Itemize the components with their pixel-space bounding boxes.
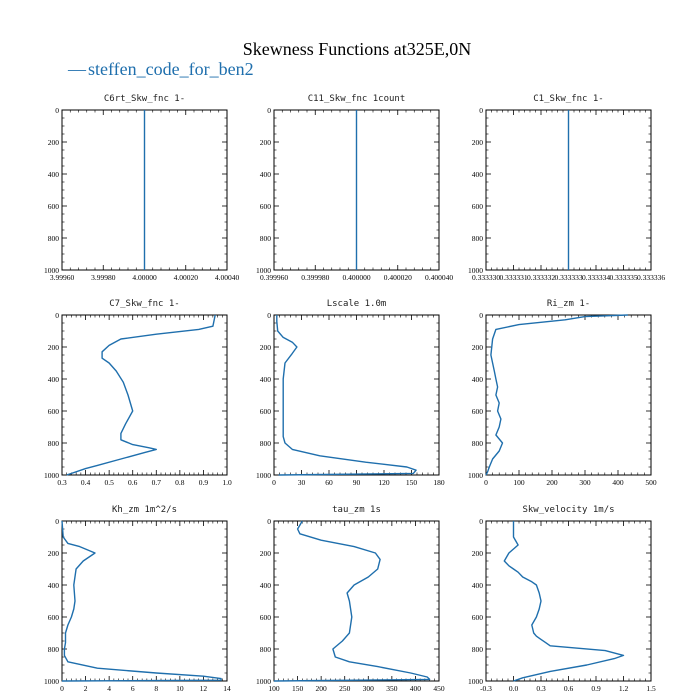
y-tick-label: 800 xyxy=(259,439,271,448)
panel-title: C1_Skw_fnc 1- xyxy=(533,94,604,104)
y-tick-label: 600 xyxy=(47,407,59,416)
y-tick-label: 800 xyxy=(47,234,59,243)
legend-label: steffen_code_for_ben2 xyxy=(88,59,254,79)
x-tick-label: 0 xyxy=(272,478,276,487)
y-tick-label: 0 xyxy=(55,311,59,320)
x-tick-label: 0.333332 xyxy=(526,273,556,282)
y-tick-label: 600 xyxy=(259,407,271,416)
chart-panel xyxy=(256,505,445,693)
y-tick-label: 200 xyxy=(47,549,59,558)
plot-frame xyxy=(274,521,439,681)
y-tick-label: 800 xyxy=(47,645,59,654)
y-tick-label: 600 xyxy=(259,613,271,622)
x-tick-label: 0.4 xyxy=(80,478,91,487)
x-tick-label: 10 xyxy=(176,684,184,693)
y-tick-label: 0 xyxy=(479,311,483,320)
y-tick-label: 600 xyxy=(471,613,483,622)
plot-frame xyxy=(62,315,227,475)
x-tick-label: 120 xyxy=(378,478,390,487)
x-tick-label: 6 xyxy=(130,684,135,693)
x-tick-label: 180 xyxy=(433,478,445,487)
y-tick-label: 400 xyxy=(259,170,271,179)
x-tick-label: 0 xyxy=(484,478,488,487)
x-tick-label: 400 xyxy=(612,478,624,487)
x-tick-label: 300 xyxy=(579,478,591,487)
x-tick-label: 12 xyxy=(199,684,208,693)
panel-grid xyxy=(44,94,665,693)
panel-title: tau_zm 1s xyxy=(332,505,381,515)
x-tick-label: 4 xyxy=(107,684,112,693)
y-tick-label: 400 xyxy=(471,375,483,384)
x-tick-label: 0.333335 xyxy=(609,273,638,282)
chart-panel xyxy=(44,94,239,282)
panel-title: C7_Skw_fnc 1- xyxy=(109,299,180,309)
x-tick-label: 150 xyxy=(405,478,418,487)
x-tick-label: -0.3 xyxy=(480,684,492,693)
series-line xyxy=(274,521,430,681)
y-tick-label: 0 xyxy=(267,517,271,526)
y-tick-label: 600 xyxy=(259,202,271,211)
x-tick-label: 1.5 xyxy=(646,684,656,693)
y-tick-label: 800 xyxy=(47,439,59,448)
x-tick-label: 0.6 xyxy=(128,478,138,487)
y-tick-label: 1000 xyxy=(44,266,59,275)
y-tick-label: 1000 xyxy=(256,471,271,480)
x-tick-label: 0 xyxy=(60,684,64,693)
chart-panel xyxy=(256,94,453,282)
plot-frame xyxy=(486,521,651,681)
x-tick-label: 0.3 xyxy=(536,684,546,693)
panel-title: Skw_velocity 1m/s xyxy=(522,505,615,515)
x-tick-label: 0.6 xyxy=(563,684,574,693)
x-tick-label: 0.7 xyxy=(151,478,161,487)
x-tick-label: 14 xyxy=(223,684,231,693)
x-tick-label: 90 xyxy=(352,478,361,487)
y-tick-label: 1000 xyxy=(256,677,271,686)
x-tick-label: 4.00040 xyxy=(214,273,240,282)
x-tick-label: 0.400020 xyxy=(383,273,412,282)
y-tick-label: 800 xyxy=(259,234,271,243)
plot-frame xyxy=(62,521,227,681)
x-tick-label: 0.3 xyxy=(57,478,67,487)
y-tick-label: 400 xyxy=(259,581,271,590)
y-tick-label: 0 xyxy=(267,106,271,115)
y-tick-label: 1000 xyxy=(468,677,483,686)
y-tick-label: 1000 xyxy=(44,471,59,480)
x-tick-label: 4.00020 xyxy=(173,273,198,282)
y-tick-label: 200 xyxy=(471,549,483,558)
x-tick-label: 0.333336 xyxy=(636,273,666,282)
y-tick-label: 600 xyxy=(471,407,483,416)
x-tick-label: 0.333330 xyxy=(471,273,501,282)
y-tick-label: 0 xyxy=(479,517,483,526)
figure-title: Skewness Functions at325E,0N xyxy=(242,39,472,59)
y-tick-label: 200 xyxy=(471,343,483,352)
y-tick-label: 200 xyxy=(259,138,271,147)
x-tick-label: 1.0 xyxy=(222,478,232,487)
x-tick-label: 30 xyxy=(297,478,306,487)
x-tick-label: 0.9 xyxy=(591,684,601,693)
x-tick-label: 0.400000 xyxy=(342,273,371,282)
panel-title: C11_Skw_fnc 1count xyxy=(307,94,406,104)
x-tick-label: 100 xyxy=(513,478,525,487)
y-tick-label: 400 xyxy=(47,375,59,384)
chart-panel xyxy=(468,299,657,487)
series-line xyxy=(486,315,628,475)
y-tick-label: 800 xyxy=(471,234,483,243)
y-tick-label: 600 xyxy=(471,202,483,211)
panel-title: C6rt_Skw_fnc 1- xyxy=(103,94,186,104)
series-line xyxy=(277,315,416,475)
x-tick-label: 0.9 xyxy=(198,478,209,487)
y-tick-label: 1000 xyxy=(256,266,271,275)
y-tick-label: 400 xyxy=(47,581,59,590)
x-tick-label: 1.2 xyxy=(618,684,629,693)
y-tick-label: 200 xyxy=(259,549,271,558)
x-tick-label: 0.399980 xyxy=(301,273,330,282)
y-tick-label: 200 xyxy=(471,138,483,147)
series-line xyxy=(67,315,216,475)
y-tick-label: 800 xyxy=(471,439,483,448)
x-tick-label: 200 xyxy=(315,684,327,693)
x-tick-label: 2 xyxy=(83,684,88,693)
x-tick-label: 8 xyxy=(154,684,159,693)
figure-legend xyxy=(67,59,254,79)
x-tick-label: 150 xyxy=(291,684,304,693)
chart-panel xyxy=(468,505,656,693)
legend-line-marker: — xyxy=(68,59,86,79)
x-tick-label: 0.8 xyxy=(175,478,185,487)
y-tick-label: 400 xyxy=(259,375,271,384)
chart-panel xyxy=(468,94,665,282)
x-tick-label: 0.400040 xyxy=(424,273,454,282)
x-tick-label: 0.333333 xyxy=(554,273,583,282)
y-tick-label: 600 xyxy=(47,202,59,211)
y-tick-label: 200 xyxy=(47,138,59,147)
panel-title: Lscale 1.0m xyxy=(326,299,387,309)
x-tick-label: 400 xyxy=(409,684,422,693)
x-tick-label: 0.5 xyxy=(104,478,114,487)
y-tick-label: 200 xyxy=(47,343,59,352)
y-tick-label: 200 xyxy=(259,343,271,352)
y-tick-label: 1000 xyxy=(468,266,483,275)
y-tick-label: 400 xyxy=(471,170,483,179)
y-tick-label: 400 xyxy=(47,170,59,179)
x-tick-label: 60 xyxy=(325,478,333,487)
y-tick-label: 1000 xyxy=(44,677,59,686)
y-tick-label: 0 xyxy=(55,106,59,115)
panel-title: Kh_zm 1m^2/s xyxy=(111,505,178,515)
x-tick-label: 200 xyxy=(546,478,558,487)
y-tick-label: 400 xyxy=(471,581,483,590)
chart-panel xyxy=(44,299,232,487)
y-tick-label: 600 xyxy=(47,613,59,622)
plot-frame xyxy=(486,315,651,475)
y-tick-label: 800 xyxy=(259,645,271,654)
panel-title: Ri_zm 1- xyxy=(546,299,591,309)
x-tick-label: 0.399960 xyxy=(259,273,289,282)
x-tick-label: 450 xyxy=(433,684,445,693)
chart-panel xyxy=(256,299,445,487)
y-tick-label: 0 xyxy=(479,106,483,115)
x-tick-label: 0.333334 xyxy=(581,273,611,282)
x-tick-label: 500 xyxy=(645,478,657,487)
x-tick-label: 0.333331 xyxy=(499,273,528,282)
chart-panel xyxy=(44,505,231,693)
x-tick-label: 3.99960 xyxy=(49,273,75,282)
x-tick-label: 3.99980 xyxy=(91,273,116,282)
x-tick-label: 100 xyxy=(268,684,280,693)
y-tick-label: 0 xyxy=(267,311,271,320)
y-tick-label: 0 xyxy=(55,517,59,526)
x-tick-label: 4.00000 xyxy=(132,273,157,282)
x-tick-label: 250 xyxy=(339,684,351,693)
y-tick-label: 800 xyxy=(471,645,483,654)
x-tick-label: 350 xyxy=(386,684,398,693)
x-tick-label: 0.0 xyxy=(508,684,519,693)
y-tick-label: 1000 xyxy=(468,471,483,480)
series-line xyxy=(62,521,221,681)
x-tick-label: 300 xyxy=(362,684,374,693)
series-line xyxy=(504,521,623,681)
